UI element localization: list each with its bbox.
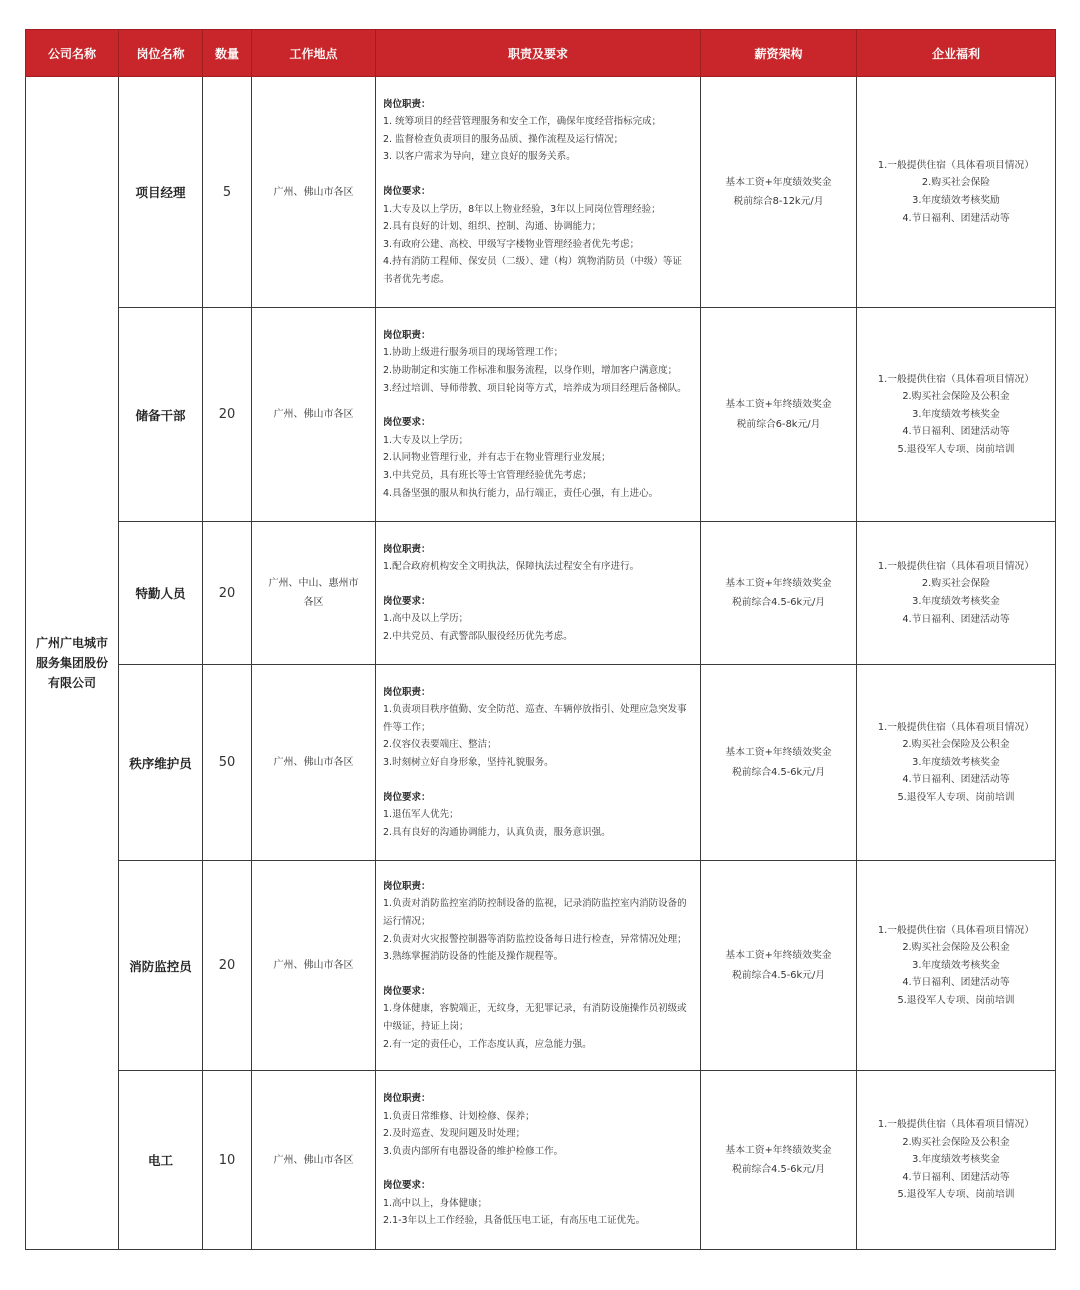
- table-row: [26, 665, 1056, 861]
- salary-structure: [701, 861, 857, 1071]
- duty-heading: 岗位职责：: [383, 98, 431, 110]
- benefit-line: 2.购买社会保险及公积金: [902, 739, 1010, 751]
- requirement-line: 书者优先考虑。: [383, 273, 450, 285]
- requirement-line: 2.1-3年以上工作经验，具备低压电工证，有高压电工证优先。: [383, 1215, 646, 1227]
- work-location: 广州、中山、惠州市各区: [252, 522, 376, 665]
- requirement-line: 2.认同物业管理行业，并有志于在物业管理行业发展；: [383, 452, 611, 464]
- position-quantity: 50: [203, 665, 252, 861]
- job-listing-table: [25, 29, 1056, 1250]
- salary-line: 基本工资+年终绩效奖金: [725, 950, 832, 961]
- duties-and-requirements: [376, 308, 701, 522]
- benefit-line: 3.年度绩效考核奖金: [912, 959, 1000, 971]
- header-salary: 薪资架构: [701, 30, 857, 77]
- duty-line: 3.熟练掌握消防设备的性能及操作规程等。: [383, 951, 564, 963]
- duty-line: 2.负责对火灾报警控制器等消防监控设备每日进行检查，异常情况处理；: [383, 933, 687, 945]
- benefit-line: 4.节日福利、团建活动等: [902, 212, 1010, 224]
- requirement-line: 中级证，持证上岗；: [383, 1020, 469, 1032]
- requirement-line: 1.高中以上，身体健康；: [383, 1197, 488, 1209]
- requirement-line: 4.具备坚强的服从和执行能力，品行端正，责任心强，有上进心。: [383, 487, 659, 499]
- duties-and-requirements: [376, 861, 701, 1071]
- requirement-line: 2.具有良好的沟通协调能力，认真负责，服务意识强。: [383, 826, 611, 838]
- benefit-line: 1.一般提供住宿（具体看项目情况）: [877, 373, 1035, 385]
- benefit-line: 2.购买社会保险及公积金: [902, 1136, 1010, 1148]
- salary-line: 税前综合4.5-6k元/月: [731, 597, 826, 608]
- salary-structure: [701, 522, 857, 665]
- position-name: 储备干部: [119, 308, 203, 522]
- duty-line: 3.经过培训、导师带教、项目轮岗等方式，培养成为项目经理后备梯队。: [383, 382, 687, 394]
- benefit-line: 5.退役军人专项、岗前培训: [897, 443, 1015, 455]
- benefit-line: 2.购买社会保险: [921, 177, 991, 189]
- duties-and-requirements: [376, 522, 701, 665]
- header-benefits: 企业福利: [857, 30, 1056, 77]
- salary-line: 税前综合6-8k元/月: [736, 418, 821, 430]
- position-name: 秩序维护员: [119, 665, 203, 861]
- work-location: 广州、佛山市各区: [252, 861, 376, 1071]
- benefit-line: 1.一般提供住宿（具体看项目情况）: [877, 560, 1035, 572]
- salary-line: 基本工资+年终绩效奖金: [725, 747, 832, 758]
- requirement-heading: 岗位要求：: [383, 1180, 431, 1192]
- duty-line: 2.仪容仪表要端庄、整洁；: [383, 739, 497, 751]
- benefit-line: 1.一般提供住宿（具体看项目情况）: [877, 159, 1035, 171]
- salary-line: 税前综合4.5-6k元/月: [731, 969, 826, 981]
- duty-line: 2.协助制定和实施工作标准和服务流程，以身作则，增加客户满意度；: [383, 365, 678, 377]
- position-name: 消防监控员: [119, 861, 203, 1071]
- table-body: [26, 77, 1056, 1250]
- benefit-line: 5.退役军人专项、岗前培训: [897, 994, 1015, 1006]
- benefits-list: [857, 1071, 1056, 1250]
- requirement-heading: 岗位要求：: [383, 791, 431, 803]
- position-quantity: 5: [203, 77, 252, 308]
- benefit-line: 1.一般提供住宿（具体看项目情况）: [877, 924, 1035, 936]
- table-row: [26, 308, 1056, 522]
- salary-line: 税前综合4.5-6k元/月: [731, 1164, 826, 1175]
- benefit-line: 3.年度绩效考核奖金: [912, 596, 1000, 607]
- benefit-line: 2.购买社会保险: [921, 578, 991, 590]
- duties-and-requirements: [376, 1071, 701, 1250]
- duty-line: 3.时刻树立好自身形象，坚持礼貌服务。: [383, 757, 554, 768]
- duty-line: 1.协助上级进行服务项目的现场管理工作；: [383, 347, 564, 359]
- duty-line: 2.及时巡查、发现问题及时处理；: [383, 1128, 526, 1140]
- requirement-line: 1.大专及以上学历；: [383, 434, 469, 446]
- requirement-line: 2.中共党员、有武警部队服役经历优先考虑。: [383, 630, 573, 642]
- duty-heading: 岗位职责：: [383, 329, 431, 341]
- benefit-line: 3.年度绩效考核奖金: [912, 408, 1000, 420]
- benefits-list: [857, 308, 1056, 522]
- position-quantity: 20: [203, 308, 252, 522]
- requirement-line: 2.有一定的责任心，工作态度认真，应急能力强。: [383, 1038, 592, 1050]
- position-name: 特勤人员: [119, 522, 203, 665]
- header-quantity: 数量: [203, 30, 252, 77]
- duty-line: 2. 监督检查负责项目的服务品质、操作流程及运行情况；: [383, 133, 624, 145]
- benefit-line: 3.年度绩效考核奖励: [912, 195, 1000, 206]
- salary-structure: [701, 77, 857, 308]
- benefit-line: 5.退役军人专项、岗前培训: [897, 1189, 1015, 1201]
- benefit-line: 2.购买社会保险及公积金: [902, 391, 1010, 403]
- duty-heading: 岗位职责：: [383, 543, 431, 555]
- benefits-list: [857, 77, 1056, 308]
- duty-heading: 岗位职责：: [383, 880, 431, 892]
- salary-line: 税前综合4.5-6k元/月: [731, 766, 826, 778]
- benefit-line: 1.一般提供住宿（具体看项目情况）: [877, 721, 1035, 733]
- position-quantity: 10: [203, 1071, 252, 1250]
- benefit-line: 3.年度绩效考核奖金: [912, 756, 1000, 768]
- requirement-line: 1.高中及以上学历；: [383, 613, 469, 625]
- duty-heading: 岗位职责：: [383, 1092, 431, 1104]
- requirement-line: 1.身体健康，容貌端正，无纹身，无犯罪记录，有消防设施操作员初级或: [383, 1003, 687, 1015]
- benefit-line: 3.年度绩效考核奖金: [912, 1154, 1000, 1166]
- work-location: 广州、佛山市各区: [252, 665, 376, 861]
- position-name: 项目经理: [119, 77, 203, 308]
- company-name: 广州广电城市服务集团股份有限公司: [26, 77, 119, 1250]
- requirement-heading: 岗位要求：: [383, 417, 431, 429]
- work-location: 广州、佛山市各区: [252, 77, 376, 308]
- work-location: 广州、佛山市各区: [252, 308, 376, 522]
- benefit-line: 4.节日福利、团建活动等: [902, 774, 1010, 786]
- requirement-line: 1.大专及以上学历，8年以上物业经验，3年以上同岗位管理经验；: [383, 203, 661, 215]
- requirement-heading: 岗位要求：: [383, 595, 431, 607]
- salary-structure: [701, 308, 857, 522]
- benefit-line: 4.节日福利、团建活动等: [902, 426, 1010, 438]
- table-row: [26, 522, 1056, 665]
- salary-structure: [701, 665, 857, 861]
- duties-and-requirements: [376, 77, 701, 308]
- requirement-heading: 岗位要求：: [383, 185, 431, 197]
- duty-line: 1. 统筹项目的经营管理服务和安全工作，确保年度经营指标完成；: [383, 116, 662, 128]
- position-quantity: 20: [203, 522, 252, 665]
- requirement-line: 1.退伍军人优先；: [383, 809, 459, 821]
- benefits-list: [857, 665, 1056, 861]
- table-row: [26, 77, 1056, 308]
- salary-line: 基本工资+年终绩效奖金: [725, 1144, 832, 1156]
- salary-line: 税前综合8-12k元/月: [733, 196, 824, 207]
- duty-line: 1.负责项目秩序值勤、安全防范、巡查、车辆停放指引、处理应急突发事: [383, 704, 687, 716]
- requirement-line: 3.有政府公建、高校、甲级写字楼物业管理经验者优先考虑；: [383, 238, 640, 250]
- table-row: [26, 1071, 1056, 1250]
- duties-and-requirements: [376, 665, 701, 861]
- header-location: 工作地点: [252, 30, 376, 77]
- duty-line: 件等工作；: [383, 721, 431, 733]
- requirement-heading: 岗位要求：: [383, 985, 431, 997]
- duty-heading: 岗位职责：: [383, 686, 431, 698]
- requirement-line: 3.中共党员，具有班长等士官管理经验优先考虑；: [383, 469, 592, 481]
- header-duties: 职责及要求: [376, 30, 701, 77]
- benefits-list: [857, 522, 1056, 665]
- duty-line: 1.负责对消防监控室消防控制设备的监视，记录消防监控室内消防设备的: [383, 898, 687, 910]
- benefit-line: 4.节日福利、团建活动等: [902, 977, 1010, 989]
- position-name: 电工: [119, 1071, 203, 1250]
- position-quantity: 20: [203, 861, 252, 1071]
- duty-line: 3.负责内部所有电器设备的维护检修工作。: [383, 1145, 564, 1157]
- benefit-line: 4.节日福利、团建活动等: [902, 1171, 1010, 1183]
- table-header-row: [26, 30, 1056, 77]
- duty-line: 1.配合政府机构安全文明执法，保障执法过程安全有序进行。: [383, 561, 640, 573]
- benefit-line: 4.节日福利、团建活动等: [902, 613, 1010, 625]
- header-position: 岗位名称: [119, 30, 203, 77]
- work-location: 广州、佛山市各区: [252, 1071, 376, 1250]
- benefit-line: 5.退役军人专项、岗前培训: [897, 791, 1015, 803]
- duty-line: 1.负责日常维修、计划检修、保养；: [383, 1110, 535, 1122]
- benefit-line: 1.一般提供住宿（具体看项目情况）: [877, 1119, 1035, 1131]
- salary-line: 基本工资+年终绩效奖金: [725, 577, 832, 589]
- duty-line: 运行情况；: [383, 916, 431, 928]
- salary-structure: [701, 1071, 857, 1250]
- duty-line: 3. 以客户需求为导向，建立良好的服务关系。: [383, 151, 576, 163]
- salary-line: 基本工资+年度绩效奖金: [725, 176, 832, 188]
- requirement-line: 2.具有良好的计划、组织、控制、沟通、协调能力；: [383, 221, 602, 233]
- header-company: 公司名称: [26, 30, 119, 77]
- requirement-line: 4.持有消防工程师、保安员（二级）、建（构）筑物消防员（中级）等证: [383, 256, 682, 268]
- salary-line: 基本工资+年终绩效奖金: [725, 399, 832, 410]
- benefits-list: [857, 861, 1056, 1071]
- benefit-line: 2.购买社会保险及公积金: [902, 942, 1010, 954]
- table-row: [26, 861, 1056, 1071]
